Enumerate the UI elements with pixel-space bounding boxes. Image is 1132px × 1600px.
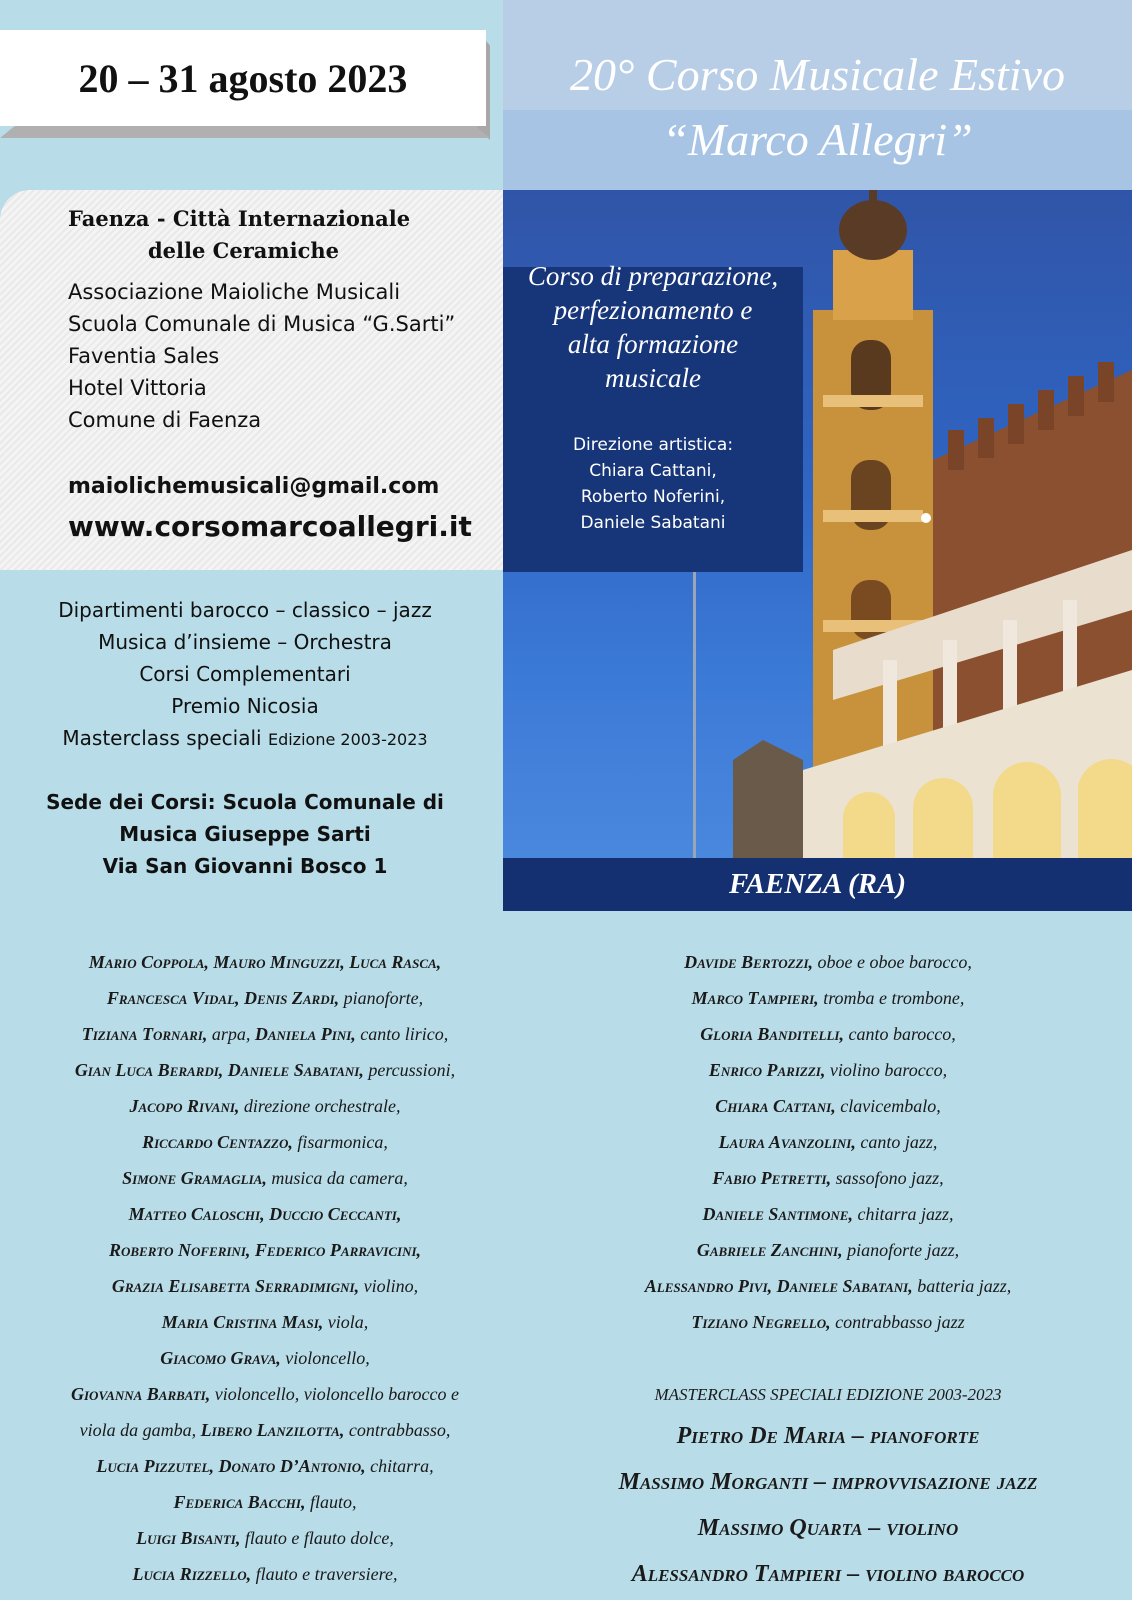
faculty-line: Riccardo Centazzo, fisarmonica, bbox=[142, 1132, 388, 1152]
masterclass-item: Alessandro Tampieri – violino barocco bbox=[631, 1561, 1025, 1587]
faculty-line: Alessandro Pivi, Daniele Sabatani, batteria jazz, bbox=[644, 1276, 1012, 1296]
faculty-line: Gabriele Zanchini, pianoforte jazz, bbox=[696, 1240, 960, 1260]
faculty-line: Fabio Petretti, sassofono jazz, bbox=[712, 1168, 944, 1188]
faculty-line: Daniele Santimone, chitarra jazz, bbox=[702, 1204, 954, 1224]
faculty-line: Tiziana Tornari, arpa, Daniela Pini, canto lirico, bbox=[81, 1024, 449, 1044]
faculty-line: Lucia Pizzutel, Donato D’Antonio, chitarra, bbox=[96, 1456, 434, 1476]
partner-item: Hotel Vittoria bbox=[68, 376, 207, 400]
faculty-line: Luigi Bisanti, flauto e flauto dolce, bbox=[136, 1528, 394, 1548]
masterclass-item: Pietro De Maria – pianoforte bbox=[676, 1423, 980, 1449]
faculty-line: Giovanna Barbati, violoncello, violoncello barocco e bbox=[71, 1384, 459, 1404]
faculty-line: Laura Avanzolini, canto jazz, bbox=[718, 1132, 938, 1152]
organizers-panel bbox=[0, 190, 503, 570]
course-dates: 20 – 31 agosto 2023 bbox=[78, 55, 408, 101]
partner-item: Scuola Comunale di Musica “G.Sarti” bbox=[68, 312, 456, 336]
faculty-line: Maria Cristina Masi, viola, bbox=[161, 1312, 369, 1332]
direction-label: Direzione artistica: bbox=[572, 435, 734, 455]
department-line: Premio Nicosia bbox=[171, 694, 319, 718]
edition-label: Edizione 2003-2023 bbox=[267, 730, 428, 749]
website-link[interactable]: www.corsomarcoallegri.it bbox=[68, 510, 472, 543]
faculty-line: Federica Bacchi, flauto, bbox=[173, 1492, 357, 1512]
description-line: Corso di preparazione, bbox=[527, 261, 779, 291]
director-name: Roberto Noferini, bbox=[580, 487, 726, 507]
masterclass-heading: MASTERCLASS SPECIALI EDIZIONE 2003-2023 bbox=[654, 1385, 1002, 1404]
course-title: 20° Corso Musicale Estivo bbox=[570, 49, 1065, 100]
course-description-box bbox=[503, 261, 803, 572]
department-line: Dipartimenti barocco – classico – jazz bbox=[58, 598, 432, 622]
faculty-line: Giacomo Grava, violoncello, bbox=[160, 1348, 370, 1368]
masterclass-label: Masterclass speciali bbox=[62, 726, 262, 750]
faculty-line: Marco Tampieri, tromba e trombone, bbox=[691, 988, 965, 1008]
faculty-line: Lucia Rizzello, flauto e traversiere, bbox=[132, 1564, 398, 1584]
description-line: alta formazione bbox=[567, 329, 739, 359]
masterclass-item: Massimo Morganti – improvvisazione jazz bbox=[618, 1469, 1038, 1495]
title-block bbox=[503, 0, 1132, 190]
faculty-line: Roberto Noferini, Federico Parravicini, bbox=[108, 1240, 422, 1260]
description-line: musicale bbox=[605, 363, 701, 393]
department-line: Corsi Complementari bbox=[139, 662, 351, 686]
faculty-line: Chiara Cattani, clavicembalo, bbox=[715, 1096, 941, 1116]
partner-item: Faventia Sales bbox=[68, 344, 220, 368]
partner-item: Comune di Faenza bbox=[68, 408, 262, 432]
contact-email[interactable]: maiolichemusicali@gmail.com bbox=[68, 474, 440, 499]
faculty-line: Jacopo Rivani, direzione orchestrale, bbox=[129, 1096, 401, 1116]
course-name: “Marco Allegri” bbox=[662, 114, 973, 165]
department-line bbox=[0, 726, 490, 750]
venue-line: Sede dei Corsi: Scuola Comunale di bbox=[46, 790, 444, 814]
department-line: Musica d’insieme – Orchestra bbox=[98, 630, 392, 654]
faculty-line: Tiziano Negrello, contrabbasso jazz bbox=[691, 1312, 965, 1332]
faculty-line: Simone Gramaglia, musica da camera, bbox=[122, 1168, 408, 1188]
faculty-line: Enrico Parizzi, violino barocco, bbox=[708, 1060, 948, 1080]
date-banner bbox=[0, 30, 490, 130]
faculty-line: Gloria Banditelli, canto barocco, bbox=[700, 1024, 956, 1044]
faculty-line: Francesca Vidal, Denis Zardi, pianoforte, bbox=[106, 988, 424, 1008]
description-line: perfezionamento e bbox=[553, 295, 753, 325]
director-name: Chiara Cattani, bbox=[589, 461, 717, 481]
city-heading-2: delle Ceramiche bbox=[148, 238, 340, 263]
faculty-line: Gian Luca Berardi, Daniele Sabatani, percussioni, bbox=[74, 1060, 456, 1080]
masterclass-item: Massimo Quarta – violino bbox=[697, 1515, 959, 1541]
city-heading: Faenza - Città Internazionale bbox=[68, 206, 411, 231]
partner-item: Associazione Maioliche Musicali bbox=[68, 280, 401, 304]
faculty-line: Mario Coppola, Mauro Minguzzi, Luca Rasca, bbox=[88, 952, 442, 972]
venue-line: Musica Giuseppe Sarti bbox=[119, 822, 371, 846]
faculty-line: Matteo Caloschi, Duccio Ceccanti, bbox=[128, 1204, 402, 1224]
faculty-line: viola da gamba, Libero Lanzilotta, contrabbasso, bbox=[79, 1420, 451, 1440]
venue-line: Via San Giovanni Bosco 1 bbox=[102, 854, 388, 878]
location-banner: FAENZA (RA) bbox=[503, 858, 1132, 911]
faculty-line: Grazia Elisabetta Serradimigni, violino, bbox=[111, 1276, 419, 1296]
faculty-line: Davide Bertozzi, oboe e oboe barocco, bbox=[684, 952, 972, 972]
director-name: Daniele Sabatani bbox=[580, 513, 726, 533]
